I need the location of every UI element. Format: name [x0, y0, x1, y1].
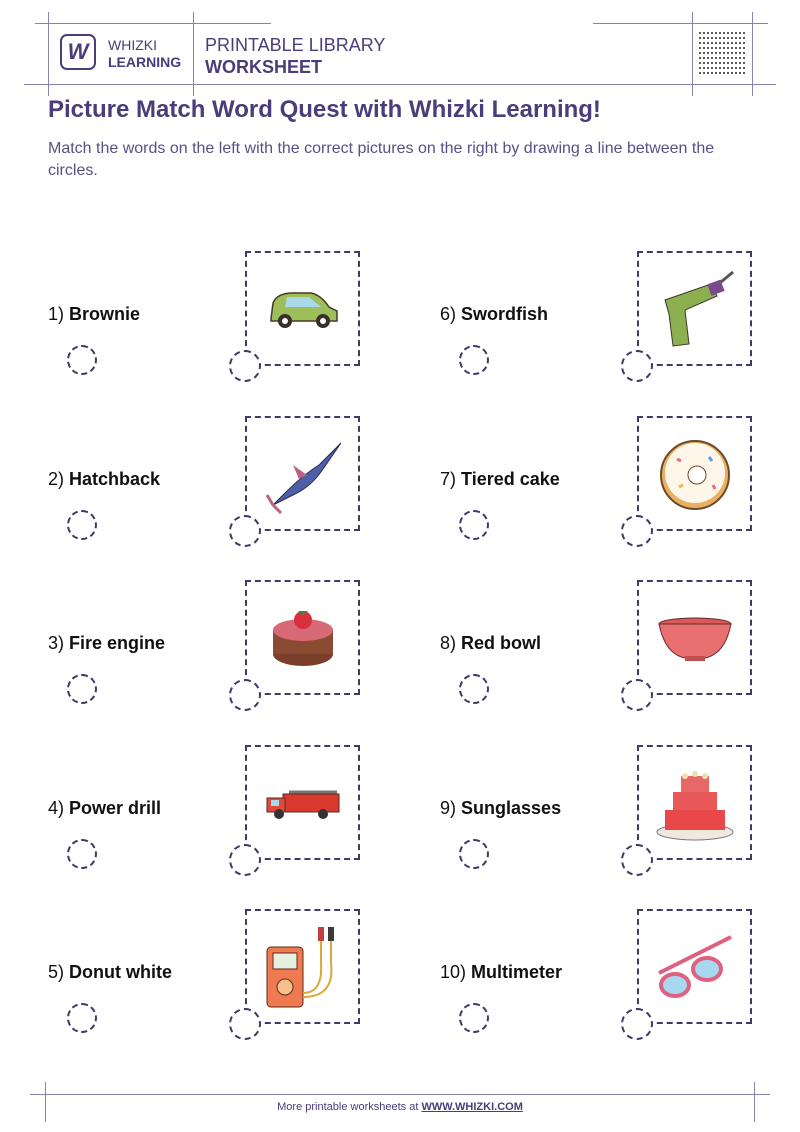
whizki-logo-icon: W [60, 34, 96, 70]
brand-subname: LEARNING [108, 54, 182, 70]
instructions: Match the words on the left with the correct pictures on the right by drawing a line between the circles. [48, 140, 715, 179]
word-text: Tiered cake [461, 468, 560, 489]
word-label [440, 469, 560, 490]
picture-match-circle[interactable] [621, 350, 653, 382]
picture-match-circle[interactable] [621, 679, 653, 711]
word-text: Multimeter [471, 962, 563, 982]
multimeter-icon [262, 928, 344, 1008]
word-match-circle[interactable] [67, 345, 97, 375]
word-number: 4) [48, 797, 65, 818]
word-match-circle[interactable] [459, 1003, 489, 1033]
sunglasses-icon [654, 928, 736, 1008]
word-label [440, 304, 548, 325]
page-title: Picture Match Word Quest with Whizki Learning! [48, 96, 601, 123]
word-number: 3) [48, 633, 65, 653]
word-text: Power drill [69, 797, 162, 818]
picture-match-circle[interactable] [621, 844, 653, 876]
word-match-circle[interactable] [459, 345, 489, 375]
tiered-cake-icon [654, 764, 736, 844]
word-label [440, 633, 541, 654]
word-match-circle[interactable] [67, 510, 97, 540]
word-number: 8) [440, 633, 457, 653]
word-label [48, 798, 161, 819]
picture-match-circle[interactable] [229, 350, 261, 382]
word-number: 6) [440, 304, 457, 324]
word-number: 5) [48, 962, 65, 982]
word-text: Fire engine [69, 633, 166, 653]
picture-match-circle[interactable] [621, 1008, 653, 1040]
brownie-icon [262, 599, 344, 679]
picture-match-circle[interactable] [229, 844, 261, 876]
footer-link[interactable]: WWW.WHIZKI.COM [421, 1101, 523, 1113]
footer [0, 1101, 800, 1113]
word-match-circle[interactable] [459, 674, 489, 704]
picture-match-circle[interactable] [229, 515, 261, 547]
word-number: 2) [48, 468, 65, 489]
worksheet-label: WORKSHEET [205, 57, 322, 77]
qr-code-icon [699, 31, 745, 77]
word-label [48, 469, 160, 490]
word-match-circle[interactable] [459, 839, 489, 869]
word-text: Red bowl [461, 633, 542, 653]
word-label [48, 962, 172, 983]
word-label [48, 304, 140, 325]
library-label: PRINTABLE LIBRARY [205, 35, 386, 55]
word-text: Sunglasses [461, 797, 562, 818]
word-label [440, 962, 562, 983]
swordfish-icon [262, 435, 344, 515]
car-icon [262, 270, 344, 350]
word-number: 7) [440, 468, 457, 489]
word-number: 10) [440, 962, 467, 982]
picture-match-circle[interactable] [229, 679, 261, 711]
power-drill-icon [654, 270, 736, 350]
word-number: 9) [440, 797, 457, 818]
word-match-circle[interactable] [459, 510, 489, 540]
picture-match-circle[interactable] [621, 515, 653, 547]
word-match-circle[interactable] [67, 1003, 97, 1033]
brand-name: WHIZKI [108, 37, 157, 53]
word-text: Swordfish [461, 304, 549, 324]
word-label [440, 798, 561, 819]
word-match-circle[interactable] [67, 674, 97, 704]
word-text: Donut white [69, 962, 173, 982]
footer-text: More printable worksheets at [277, 1101, 422, 1113]
word-text: Hatchback [69, 468, 161, 489]
word-match-circle[interactable] [67, 839, 97, 869]
word-text: Brownie [69, 304, 141, 324]
donut-icon [654, 435, 736, 515]
fire-engine-icon [262, 764, 344, 844]
red-bowl-icon [654, 599, 736, 679]
word-label [48, 633, 165, 654]
word-number: 1) [48, 304, 65, 324]
picture-match-circle[interactable] [229, 1008, 261, 1040]
